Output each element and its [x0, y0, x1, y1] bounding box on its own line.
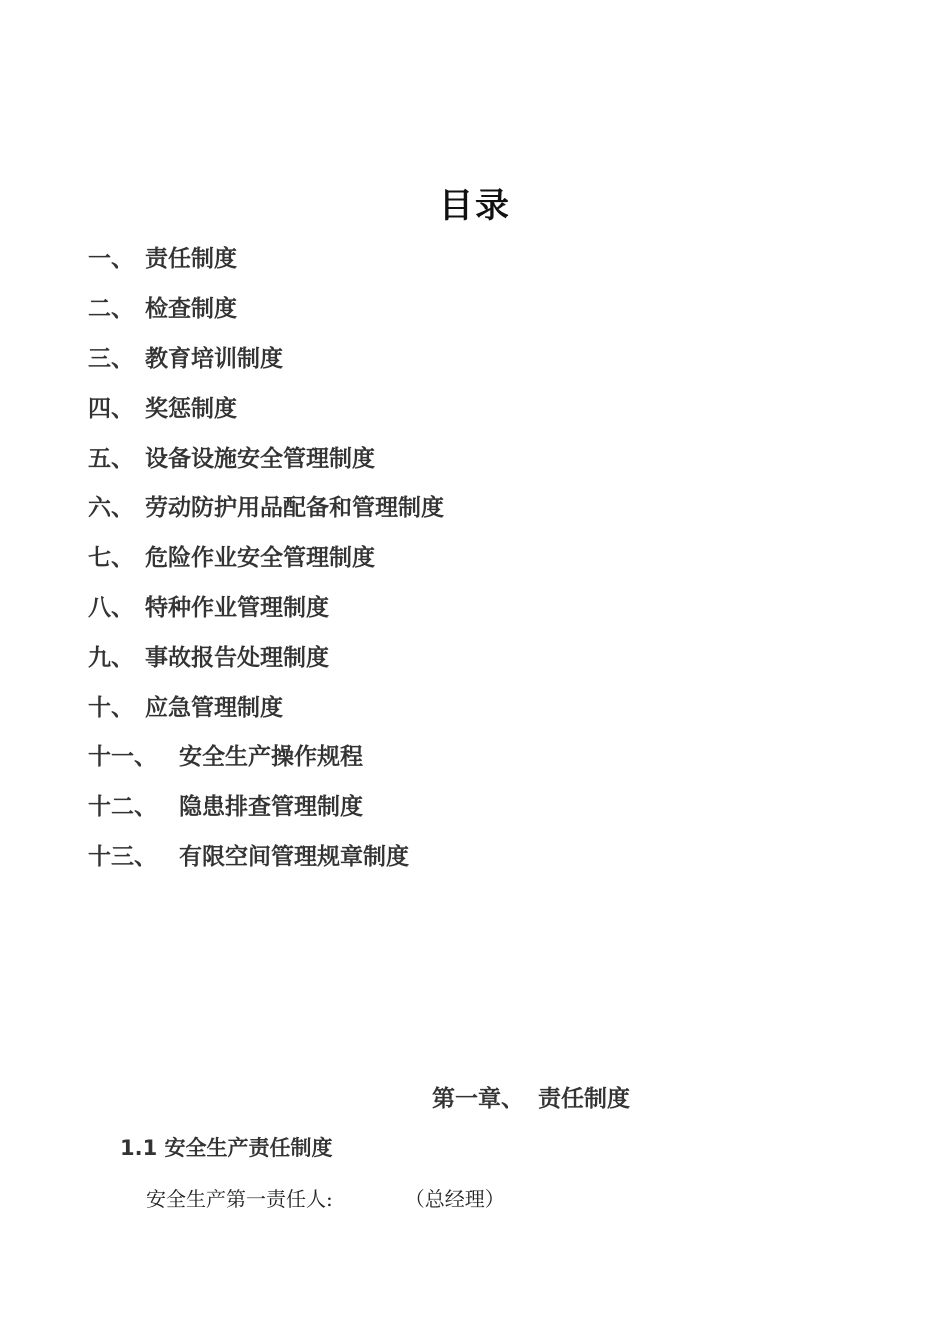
toc-item-label: 劳动防护用品配备和管理制度 — [145, 495, 444, 522]
toc-item — [88, 232, 444, 282]
toc-item — [88, 730, 444, 780]
toc-item-number: 九、 — [88, 644, 134, 671]
chapter-title — [432, 1080, 630, 1113]
toc-title: 目录 — [439, 186, 511, 226]
toc-item-number: 十、 — [88, 694, 134, 721]
toc-item — [88, 680, 444, 730]
toc-item — [88, 581, 444, 631]
section-heading: 1.1 安全生产责任制度 — [120, 1136, 333, 1160]
chapter-number: 第一章、 — [432, 1086, 524, 1112]
toc-item — [88, 332, 444, 382]
responsibility-role: （总经理） — [404, 1187, 505, 1211]
toc-item-number: 十三、 — [88, 843, 157, 870]
toc-item — [88, 282, 444, 332]
toc-item-number: 七、 — [88, 545, 134, 572]
toc-item-label: 特种作业管理制度 — [145, 594, 329, 621]
toc-item — [88, 481, 444, 531]
toc-item-label: 安全生产操作规程 — [179, 744, 363, 771]
toc-item-number: 一、 — [88, 246, 134, 273]
toc-item-label: 教育培训制度 — [145, 345, 283, 372]
toc-item-label: 应急管理制度 — [145, 694, 283, 721]
toc-item-label: 事故报告处理制度 — [145, 644, 329, 671]
toc-item-label: 奖惩制度 — [145, 395, 237, 422]
toc-item-label: 危险作业安全管理制度 — [145, 545, 375, 572]
toc-item — [88, 431, 444, 481]
toc-item-label: 设备设施安全管理制度 — [145, 445, 375, 472]
toc-item — [88, 630, 444, 680]
toc-item — [88, 830, 444, 880]
toc-item-number: 八、 — [88, 594, 134, 621]
toc-item-label: 责任制度 — [145, 246, 237, 273]
toc-item-label: 有限空间管理规章制度 — [179, 843, 409, 870]
toc-item-number: 十一、 — [88, 744, 157, 771]
toc-list — [88, 232, 444, 879]
toc-item-label: 检查制度 — [145, 296, 237, 323]
toc-item — [88, 531, 444, 581]
toc-item-number: 三、 — [88, 345, 134, 372]
responsibility-label: 安全生产第一责任人: — [146, 1187, 333, 1211]
toc-item-number: 六、 — [88, 495, 134, 522]
toc-item-number: 二、 — [88, 296, 134, 323]
body-paragraph — [146, 1183, 505, 1212]
toc-item — [88, 780, 444, 830]
chapter-name: 责任制度 — [538, 1086, 630, 1112]
toc-item — [88, 381, 444, 431]
toc-item-number: 五、 — [88, 445, 134, 472]
toc-item-number: 四、 — [88, 395, 134, 422]
toc-item-number: 十二、 — [88, 794, 157, 821]
toc-item-label: 隐患排查管理制度 — [179, 794, 363, 821]
